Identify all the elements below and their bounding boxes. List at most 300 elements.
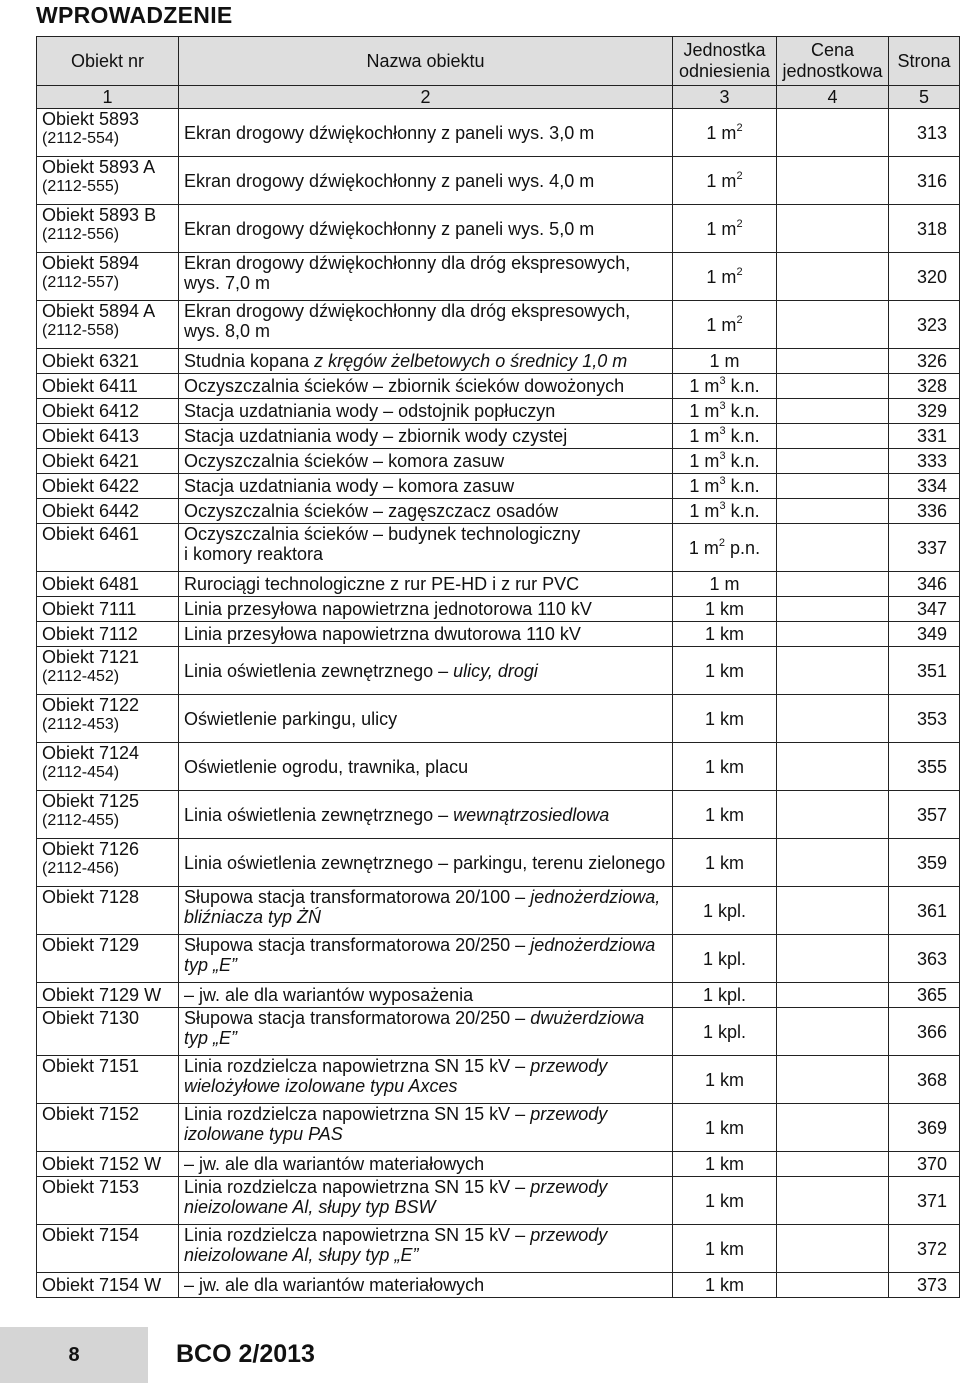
object-name-line2-italic: typ „E” <box>184 955 238 975</box>
unit-suffix: k.n. <box>725 376 760 396</box>
table-row <box>37 253 960 301</box>
page-number-cell <box>889 499 960 524</box>
table-row <box>37 597 960 622</box>
page-number: 326 <box>916 351 947 371</box>
object-number-cell <box>37 374 179 399</box>
price-cell <box>777 374 889 399</box>
page-number: 318 <box>916 218 947 239</box>
object-name-cell <box>179 791 673 839</box>
page-number-cell <box>889 349 960 374</box>
table-row <box>37 1273 960 1298</box>
unit-cell <box>673 157 777 205</box>
page-number-cell <box>889 791 960 839</box>
page-number: 329 <box>916 401 947 421</box>
price-cell <box>777 743 889 791</box>
unit: 1 kpl. <box>702 948 747 969</box>
price-cell <box>777 301 889 349</box>
object-name-cell <box>179 622 673 647</box>
unit-cell <box>673 301 777 349</box>
price-cell <box>777 1152 889 1177</box>
price-cell <box>777 791 889 839</box>
column-number: 5 <box>889 86 960 109</box>
unit-exponent: 2 <box>736 313 743 326</box>
page-number: 353 <box>916 708 947 729</box>
object-name-line2: wys. 8,0 m <box>184 321 271 341</box>
unit-exponent: 2 <box>736 121 743 134</box>
page-number-cell <box>889 622 960 647</box>
object-code: (2112-557) <box>42 274 120 291</box>
object-number: Obiekt 6412 <box>42 401 140 421</box>
object-code: (2112-452) <box>42 668 120 685</box>
object-name-line2-italic: izolowane typu PAS <box>184 1124 343 1144</box>
table-row <box>37 1008 960 1056</box>
unit: 1 km <box>704 624 744 644</box>
object-number: Obiekt 5893 B <box>42 205 157 225</box>
object-number: Obiekt 7154 W <box>42 1275 162 1295</box>
unit: 1 km <box>704 1069 744 1090</box>
object-name: Linia oświetlenia zewnętrznego – <box>184 660 454 681</box>
unit-cell <box>673 983 777 1008</box>
object-number-cell <box>37 499 179 524</box>
object-name: Stacja uzdatniania wody – komora zasuw <box>184 476 515 496</box>
unit: 1 km <box>704 599 744 619</box>
page-number: 313 <box>916 122 947 143</box>
object-number: Obiekt 7112 <box>42 624 138 644</box>
object-name-cell <box>179 839 673 887</box>
object-name-line2: i komory reaktora <box>184 544 324 564</box>
header-nazwa: Nazwa obiektu <box>179 37 673 86</box>
table-row <box>37 524 960 572</box>
object-number-cell <box>37 647 179 695</box>
object-number-cell <box>37 205 179 253</box>
object-name: Ekran drogowy dźwiękochłonny dla dróg ekspresowych, <box>184 253 631 273</box>
column-number: 3 <box>673 86 777 109</box>
object-name-cell <box>179 983 673 1008</box>
object-name-cell <box>179 301 673 349</box>
object-number-cell <box>37 887 179 935</box>
unit-cell <box>673 399 777 424</box>
object-number: Obiekt 5893 A <box>42 157 156 177</box>
object-name: Ekran drogowy dźwiękochłonny z paneli wys. 4,0 m <box>184 170 595 191</box>
object-number: Obiekt 6421 <box>42 451 140 471</box>
object-name-cell <box>179 1104 673 1152</box>
object-name: Ekran drogowy dźwiękochłonny dla dróg ekspresowych, <box>184 301 631 321</box>
object-name: Stacja uzdatniania wody – odstojnik popłuczyn <box>184 401 556 421</box>
object-name-italic: jednożerdziowa, <box>530 887 661 907</box>
table-row <box>37 301 960 349</box>
object-number-cell <box>37 1177 179 1225</box>
unit: 1 km <box>704 1238 744 1259</box>
price-cell <box>777 572 889 597</box>
object-name-line2-italic: nieizolowane Al, słupy typ „E” <box>184 1245 419 1265</box>
unit-suffix: k.n. <box>725 476 760 496</box>
header-jednostka: Jednostka odniesienia <box>673 37 777 86</box>
unit: 1 kpl. <box>702 985 747 1005</box>
object-name: Oczyszczalnia ścieków – komora zasuw <box>184 451 505 471</box>
unit: 1 m <box>706 122 737 143</box>
object-number: Obiekt 6413 <box>42 426 140 446</box>
object-name: Studnia kopana <box>184 351 315 371</box>
object-number: Obiekt 5894 <box>42 253 140 273</box>
object-name: Ekran drogowy dźwiękochłonny z paneli wys. 5,0 m <box>184 218 595 239</box>
unit-cell <box>673 374 777 399</box>
price-cell <box>777 499 889 524</box>
page-number: 346 <box>916 574 947 594</box>
price-cell <box>777 1008 889 1056</box>
page-number: 373 <box>916 1275 947 1295</box>
unit: 1 m <box>689 401 720 421</box>
page-number: 347 <box>916 599 947 619</box>
page-number-cell <box>889 253 960 301</box>
page-number-cell <box>889 1225 960 1273</box>
object-number-cell <box>37 399 179 424</box>
unit-cell <box>673 887 777 935</box>
object-name: Oczyszczalnia ścieków – budynek technologiczny <box>184 524 581 544</box>
page-number: 372 <box>916 1238 947 1259</box>
object-number-cell <box>37 253 179 301</box>
object-name: Linia oświetlenia zewnętrznego – <box>184 804 454 825</box>
object-name-cell <box>179 399 673 424</box>
unit-suffix: k.n. <box>725 426 760 446</box>
object-name: Linia rozdzielcza napowietrzna SN 15 kV – <box>184 1056 531 1076</box>
price-cell <box>777 205 889 253</box>
table-row <box>37 157 960 205</box>
object-name-line2-italic: wielożyłowe izolowane typu Axces <box>184 1076 458 1096</box>
page-number-cell <box>889 524 960 572</box>
page-number: 361 <box>916 900 947 921</box>
page-number: 331 <box>916 426 947 446</box>
page-number-cell <box>889 424 960 449</box>
object-name-line2-italic: typ „E” <box>184 1028 238 1048</box>
unit-suffix: k.n. <box>725 501 760 521</box>
column-number: 1 <box>37 86 179 109</box>
object-name-cell <box>179 1008 673 1056</box>
page-number: 369 <box>916 1117 947 1138</box>
page-number-cell <box>889 743 960 791</box>
page-number: 365 <box>916 985 947 1005</box>
price-cell <box>777 887 889 935</box>
unit: 1 km <box>704 660 744 681</box>
object-number-cell <box>37 157 179 205</box>
page-number-cell <box>889 449 960 474</box>
table-row <box>37 695 960 743</box>
page-number-cell <box>889 887 960 935</box>
unit-suffix: k.n. <box>725 451 760 471</box>
table-row <box>37 647 960 695</box>
object-name-line2-italic: nieizolowane Al, słupy typ BSW <box>184 1197 436 1217</box>
object-name: Słupowa stacja transformatorowa 20/250 – <box>184 935 531 955</box>
object-name: Linia oświetlenia zewnętrznego – parkingu, terenu zielonego <box>184 852 666 873</box>
table-row <box>37 791 960 839</box>
page-number: 333 <box>916 451 947 471</box>
object-number-cell <box>37 474 179 499</box>
unit: 1 m <box>709 574 740 594</box>
unit: 1 m <box>689 426 720 446</box>
header-cena: Cena jednostkowa <box>777 37 889 86</box>
footer-publication: BCO 2/2013 <box>176 1340 315 1368</box>
page-number-cell <box>889 1177 960 1225</box>
object-name: Słupowa stacja transformatorowa 20/100 – <box>184 887 531 907</box>
unit: 1 m <box>689 501 720 521</box>
table-row <box>37 399 960 424</box>
page-number: 370 <box>916 1154 947 1174</box>
object-number-cell <box>37 301 179 349</box>
page-number: 351 <box>916 660 947 681</box>
unit: 1 m <box>689 451 720 471</box>
object-number: Obiekt 7126 <box>42 839 140 859</box>
page-number-cell <box>889 935 960 983</box>
object-name-cell <box>179 1177 673 1225</box>
unit-exponent: 3 <box>719 375 726 387</box>
object-name: Słupowa stacja transformatorowa 20/250 – <box>184 1008 531 1028</box>
unit-cell <box>673 109 777 157</box>
object-name-cell <box>179 1056 673 1104</box>
object-number-cell <box>37 695 179 743</box>
object-name: – jw. ale dla wariantów materiałowych <box>184 1154 485 1174</box>
table-row <box>37 449 960 474</box>
object-number: Obiekt 6461 <box>42 524 140 544</box>
table-row <box>37 1104 960 1152</box>
object-number-cell <box>37 449 179 474</box>
page-number: 366 <box>916 1021 947 1042</box>
price-cell <box>777 983 889 1008</box>
unit-cell <box>673 743 777 791</box>
unit-exponent: 3 <box>719 425 726 437</box>
object-number-cell <box>37 1225 179 1273</box>
unit: 1 m <box>709 351 740 371</box>
object-code: (2112-554) <box>42 130 120 147</box>
object-number: Obiekt 7129 W <box>42 985 162 1005</box>
objects-table <box>36 36 960 1298</box>
object-number: Obiekt 7129 <box>42 935 140 955</box>
object-number-cell <box>37 424 179 449</box>
object-number-cell <box>37 1104 179 1152</box>
column-number: 2 <box>179 86 673 109</box>
unit-cell <box>673 935 777 983</box>
page-number-cell <box>889 1273 960 1298</box>
unit-cell <box>673 1008 777 1056</box>
unit-cell <box>673 1152 777 1177</box>
unit: 1 km <box>704 1117 744 1138</box>
unit: 1 km <box>704 1190 744 1211</box>
price-cell <box>777 109 889 157</box>
unit-cell <box>673 572 777 597</box>
header-nr: Obiekt nr <box>37 37 179 86</box>
page-number-cell <box>889 301 960 349</box>
page-number: 349 <box>916 624 947 644</box>
column-number: 4 <box>777 86 889 109</box>
unit-suffix: k.n. <box>725 401 760 421</box>
unit-cell <box>673 695 777 743</box>
object-name: Oświetlenie parkingu, ulicy <box>184 708 398 729</box>
object-number: Obiekt 7152 <box>42 1104 140 1124</box>
page-number-cell <box>889 647 960 695</box>
price-cell <box>777 597 889 622</box>
column-numbers-row <box>37 86 960 109</box>
object-name-cell <box>179 695 673 743</box>
unit: 1 km <box>704 804 744 825</box>
unit: 1 km <box>704 1275 744 1295</box>
object-code: (2112-558) <box>42 322 120 339</box>
unit-exponent: 2 <box>736 217 743 230</box>
object-number-cell <box>37 983 179 1008</box>
page-number: 316 <box>916 170 947 191</box>
page-number-cell <box>889 205 960 253</box>
table-row <box>37 374 960 399</box>
unit-cell <box>673 622 777 647</box>
unit-cell <box>673 597 777 622</box>
price-cell <box>777 424 889 449</box>
object-name-italic: wewnątrzosiedlowa <box>453 804 610 825</box>
unit-exponent: 3 <box>719 450 726 462</box>
unit-exponent: 3 <box>719 500 726 512</box>
unit: 1 m <box>706 218 737 239</box>
price-cell <box>777 695 889 743</box>
object-code: (2112-455) <box>42 812 120 829</box>
object-number-cell <box>37 597 179 622</box>
object-number-cell <box>37 1273 179 1298</box>
table-row <box>37 205 960 253</box>
object-name-italic: przewody <box>530 1225 608 1245</box>
object-number-cell <box>37 109 179 157</box>
object-code: (2112-454) <box>42 764 120 781</box>
object-number: Obiekt 6481 <box>42 574 140 594</box>
page-number-cell <box>889 109 960 157</box>
page-number: 337 <box>916 537 947 558</box>
price-cell <box>777 1273 889 1298</box>
table-row <box>37 839 960 887</box>
object-number: Obiekt 6442 <box>42 501 140 521</box>
object-name-cell <box>179 524 673 572</box>
object-name-italic: z kręgów żelbetowych o średnicy 1,0 m <box>314 351 628 371</box>
unit-cell <box>673 349 777 374</box>
page-number: 371 <box>916 1190 947 1211</box>
object-name-cell <box>179 424 673 449</box>
unit-exponent: 3 <box>719 475 726 487</box>
page-number-cell <box>889 597 960 622</box>
price-cell <box>777 935 889 983</box>
object-name-italic: przewody <box>530 1177 608 1197</box>
page-number-cell <box>889 157 960 205</box>
object-name: Linia przesyłowa napowietrzna jednotorowa 110 kV <box>184 599 592 619</box>
object-name: Linia rozdzielcza napowietrzna SN 15 kV – <box>184 1225 531 1245</box>
unit: 1 m <box>706 314 737 335</box>
table-row <box>37 499 960 524</box>
unit-cell <box>673 839 777 887</box>
page-number-cell <box>889 1056 960 1104</box>
table-row <box>37 1152 960 1177</box>
object-number: Obiekt 6411 <box>42 376 138 396</box>
object-name-cell <box>179 887 673 935</box>
object-name-cell <box>179 572 673 597</box>
table-row <box>37 424 960 449</box>
unit-cell <box>673 424 777 449</box>
unit-cell <box>673 499 777 524</box>
object-name-cell <box>179 1152 673 1177</box>
object-name-cell <box>179 253 673 301</box>
unit-exponent: 2 <box>736 265 743 278</box>
footer-page-number: 8 <box>0 1327 148 1383</box>
page-title: WPROWADZENIE <box>36 2 233 28</box>
unit-exponent: 2 <box>736 169 743 182</box>
object-number: Obiekt 7121 <box>42 647 140 667</box>
object-number: Obiekt 7130 <box>42 1008 140 1028</box>
table-row <box>37 983 960 1008</box>
unit-suffix: p.n. <box>725 537 761 558</box>
object-name-cell <box>179 1273 673 1298</box>
object-name-italic: przewody <box>530 1104 608 1124</box>
object-name-italic: dwużerdziowa <box>530 1008 645 1028</box>
page-number-cell <box>889 983 960 1008</box>
price-cell <box>777 399 889 424</box>
object-code: (2112-453) <box>42 716 120 733</box>
page-number: 359 <box>916 852 947 873</box>
object-name: Rurociągi technologiczne z rur PE-HD i z rur PVC <box>184 574 580 594</box>
unit: 1 m <box>706 170 737 191</box>
table-row <box>37 935 960 983</box>
unit: 1 kpl. <box>702 1021 747 1042</box>
object-name: – jw. ale dla wariantów wyposażenia <box>184 985 474 1005</box>
object-name: Linia rozdzielcza napowietrzna SN 15 kV – <box>184 1104 531 1124</box>
object-name-cell <box>179 1225 673 1273</box>
price-cell <box>777 1104 889 1152</box>
table-row <box>37 1056 960 1104</box>
object-name-line2-italic: bliźniacza typ ŻŃ <box>184 907 322 927</box>
object-name: – jw. ale dla wariantów materiałowych <box>184 1275 485 1295</box>
object-name-cell <box>179 349 673 374</box>
page-number-cell <box>889 572 960 597</box>
price-cell <box>777 622 889 647</box>
object-name: Linia przesyłowa napowietrzna dwutorowa 110 kV <box>184 624 581 644</box>
object-number-cell <box>37 524 179 572</box>
unit-cell <box>673 1104 777 1152</box>
unit-cell <box>673 205 777 253</box>
page-number: 320 <box>916 266 947 287</box>
object-number-cell <box>37 622 179 647</box>
page-number: 323 <box>916 314 947 335</box>
table-row <box>37 622 960 647</box>
page-number: 368 <box>916 1069 947 1090</box>
unit-cell <box>673 1177 777 1225</box>
object-number-cell <box>37 743 179 791</box>
object-name-italic: przewody <box>530 1056 608 1076</box>
unit-cell <box>673 791 777 839</box>
price-cell <box>777 474 889 499</box>
page-number-cell <box>889 1104 960 1152</box>
object-number-cell <box>37 839 179 887</box>
object-name: Oświetlenie ogrodu, trawnika, placu <box>184 756 469 777</box>
object-name-cell <box>179 935 673 983</box>
object-number: Obiekt 7125 <box>42 791 140 811</box>
page-number-cell <box>889 695 960 743</box>
object-name-cell <box>179 449 673 474</box>
table-header-row <box>37 37 960 86</box>
table-row <box>37 1177 960 1225</box>
unit-cell <box>673 474 777 499</box>
object-name-italic: ulicy, drogi <box>453 660 538 681</box>
table-row <box>37 349 960 374</box>
unit-cell <box>673 647 777 695</box>
unit-exponent: 3 <box>719 400 726 412</box>
object-code: (2112-555) <box>42 178 120 195</box>
table-row <box>37 474 960 499</box>
price-cell <box>777 449 889 474</box>
price-cell <box>777 524 889 572</box>
object-code: (2112-556) <box>42 226 120 243</box>
object-number: Obiekt 5893 <box>42 109 140 129</box>
unit-exponent: 2 <box>718 536 726 549</box>
object-number-cell <box>37 349 179 374</box>
